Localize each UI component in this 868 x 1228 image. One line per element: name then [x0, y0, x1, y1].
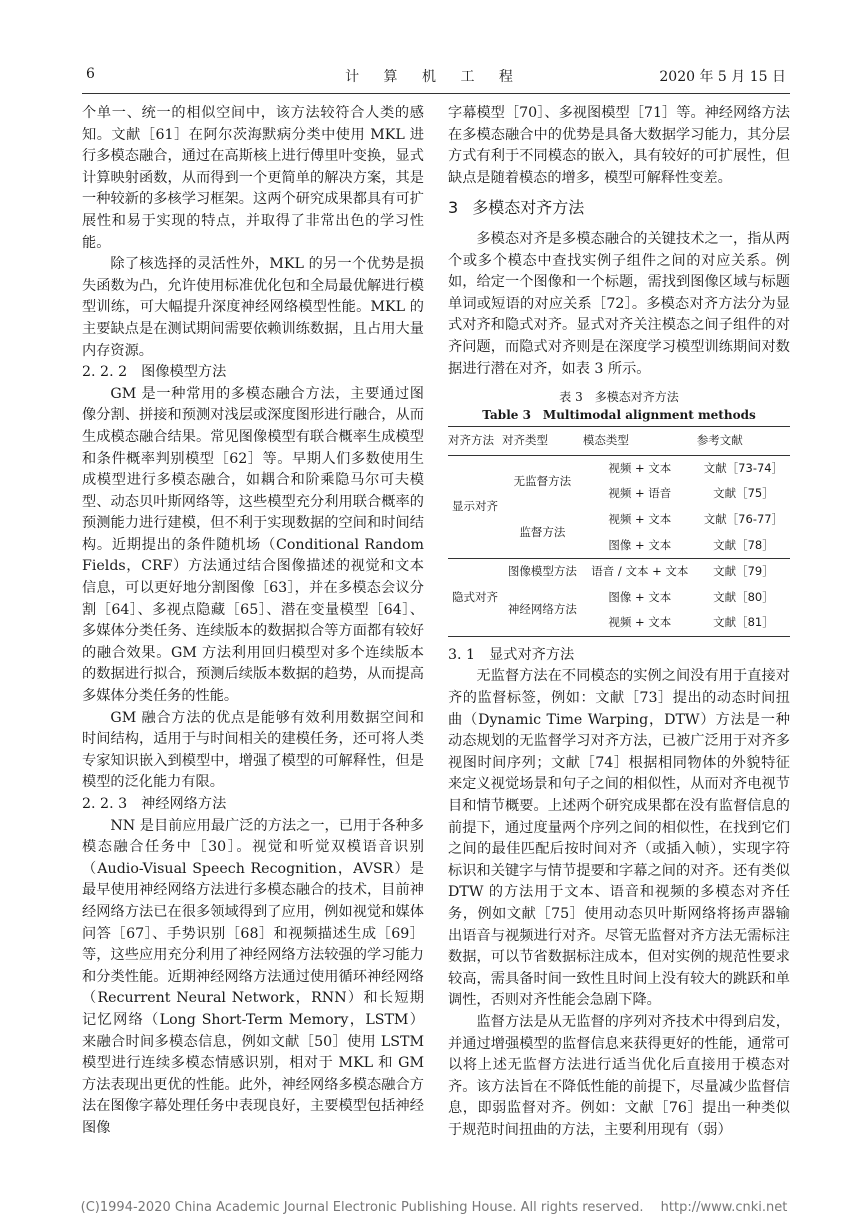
subsection-heading [82, 794, 424, 816]
right-column [448, 103, 790, 1142]
table-header: 参考文献 [697, 427, 790, 456]
table-cell: 视频 + 文本 [608, 460, 672, 475]
subsection-title: 神经网络方法 [141, 796, 227, 812]
section-heading [448, 197, 790, 219]
copyright-footer: (C)1994-2020 China Academic Journal Electronic Publishing House. All rights reserved. http://www.cnki.net [80, 1200, 788, 1215]
table-cell: 文献［79］ [713, 564, 774, 579]
subsection-heading [448, 645, 790, 667]
table-cell: 监督方法 [502, 507, 583, 559]
paragraph: 个单一、统一的相似空间中，该方法较符合人类的感知。文献［61］在阿尔茨海默病分类中使用 MKL 进行多模态融合，通过在高斯核上进行傅里叶变换，显式计算映射函数，从而得到一个更简单的解决方案，其是一种较新的多核学习框架。这两个研究成果都具有可扩展性和易于实现的特点，并取得了非常出色的学习性能。 [82, 105, 424, 251]
table-header: 对齐类型 [502, 427, 583, 456]
table-header: 对齐方法 [448, 427, 502, 456]
alignment-methods-table [448, 426, 790, 637]
table-header-row [448, 427, 790, 456]
table-cell: 文献［73-74］ [703, 460, 784, 475]
subsection-heading [82, 362, 424, 384]
subsection-title: 显式对齐方法 [489, 646, 575, 663]
paragraph: GM 融合方法的优点是能够有效利用数据空间和时间结构，适用于与时间相关的建模任务，还可将人类专家知识嵌入到模型中，增强了模型的可解释性，但是模型的泛化能力有限。 [82, 709, 424, 791]
subsection-number: 3. 1 [448, 646, 476, 663]
table-row [448, 559, 790, 585]
table-cell: 无监督方法 [513, 473, 572, 488]
section-number: 3 [448, 198, 459, 218]
table-cell: 视频 + 语音 [608, 486, 672, 501]
table-caption [448, 388, 790, 424]
table-cell: 神经网络方法 [502, 585, 583, 637]
table-cell: 文献［76-77］ [703, 511, 784, 526]
table-cell: 视频 + 文本 [583, 610, 697, 636]
table-cell: 文献［78］ [697, 533, 790, 559]
table-cell: 语音 / 文本 + 文本 [591, 564, 689, 579]
table-cell: 视频 + 文本 [608, 511, 672, 526]
paragraph: 字幕模型［70］、多视图模型［71］等。神经网络方法在多模态融合中的优势是具备大数据学习能力，其分层方式有利于不同模态的嵌入，具有较好的可扩展性，但缺点是随着模态的增多，模型可解释性变差。 [448, 105, 790, 186]
table-cell: 图像 + 文本 [583, 533, 697, 559]
subsection-number: 2. 2. 2 [82, 364, 128, 381]
table-cell: 显示对齐 [448, 455, 502, 558]
header-rule [82, 93, 790, 94]
table-cell: 图像模型方法 [507, 564, 577, 579]
table-cell: 文献［80］ [713, 589, 774, 604]
paragraph: 除了核选择的灵活性外，MKL 的另一个优势是损失函数为凸，允许使用标准优化包和全局最优解进行模型训练，可大幅提升深度神经网络模型性能。MKL 的主要缺点是在测试期间需要依赖训练数据，且占用大量内存资源。 [82, 256, 424, 359]
left-column [82, 103, 424, 1140]
paragraph: 多模态对齐是多模态融合的关键技术之一，指从两个或多个模态中查找实例子组件之间的对应关系。例如，给定一个图像和一个标题，需找到图像区域与标题单词或短语的对应关系［72］。多模态对齐方法分为显式对齐和隐式对齐。显式对齐关注模态之间子组件的对齐问题，而隐式对齐则是在深度学习模型训练期间对数据进行潜在对齐，如表 3 所示。 [448, 230, 790, 377]
table-cell: 隐式对齐 [448, 559, 502, 637]
table-cell: 文献［75］ [713, 486, 774, 501]
issue-date: 2020 年 5 月 15 日 [659, 69, 786, 85]
table-header: 模态类型 [583, 427, 697, 456]
subsection-title: 图像模型方法 [141, 364, 227, 381]
table-cell: 文献［81］ [697, 610, 790, 636]
subsection-number: 2. 2. 3 [82, 796, 128, 812]
table-cell: 图像 + 文本 [608, 589, 672, 604]
page-number: 6 [86, 66, 95, 82]
table-caption-en: Table 3 Multimodal alignment methods [482, 408, 756, 423]
paragraph: 无监督方法在不同模态的实例之间没有用于直接对齐的监督标签，例如：文献［73］提出的动态时间扭曲（Dynamic Time Warping，DTW）方法是一种动态规划的无监督学习对齐方法，已被广泛用于对齐多视图时间序列；文献［74］根据相同物体的外貌特征来定义视觉场景和句子之间的相似性，从而对齐电视节目和情节概要。上述两个研究成果都在没有监督信息的前提下，通过度量两个序列之间的相似性，在找到它们之间的最佳匹配后按时间对齐（或插入帧），实现字符标识和关键字与情节提要和字幕之间的对齐。还有类似 DTW 的方法用于文本、语音和视频的多模态对齐任务，例如文献［75］使用动态贝叶斯网络将扬声器输出语音与视频进行对齐。尽管无监督对齐方法无需标注数据，可以节省数据标注成本，但对实例的规范性要求较高，需具备时间一致性且时间上没有较大的跳跃和单调性，否则对齐性能会急剧下降。 [448, 668, 790, 1009]
paragraph: 监督方法是从无监督的序列对齐技术中得到启发，并通过增强模型的监督信息来获得更好的性能，通常可以将上述无监督方法进行适当优化后直接用于模态对齐。该方法旨在不降低性能的前提下，尽量减少监督信息，即弱监督对齐。例如：文献［76］提出一种类似于规范时间扭曲的方法，主要利用现有（弱） [448, 1013, 790, 1138]
journal-title: 计 算 机 工 程 [345, 69, 523, 85]
section-title: 多模态对齐方法 [472, 198, 585, 218]
table-caption-cn: 表 3 多模态对齐方法 [559, 390, 679, 405]
running-header [0, 66, 868, 88]
paragraph: NN 是目前应用最广泛的方法之一，已用于各种多模态融合任务中［30］。视觉和听觉双模语音识别（Audio-Visual Speech Recognition，AVSR）是最早使用神经网络方法进行多模态融合的技术，目前神经网络方法已在很多领域得到了应用，例如视觉和媒体问答［67］、手势识别［68］和视频描述生成［69］等，这些应用充分利用了神经网络方法较强的学习能力和分类性能。近期神经网络方法通过使用循环神经网络（Recurrent Neural Network，RNN）和长短期记忆网络（Long Short-Term Memory，LSTM）来融合时间多模态信息，例如文献［50］使用 LSTM 模型进行连续多模态情感识别，相对于 MKL 和 GM 方法表现出更优的性能。此外，神经网络多模态融合方法在图像字幕处理任务中表现良好，主要模型包括神经图像 [82, 817, 424, 1136]
table-row [448, 455, 790, 481]
paragraph: GM 是一种常用的多模态融合方法，主要通过图像分割、拼接和预测对浅层或深度图形进行融合，从而生成模态融合结果。常见图像模型有联合概率生成模型和条件概率判别模型［62］等。早期人们多数使用生成模型进行多模态融合，如耦合和阶乘隐马尔可夫模型、动态贝叶斯网络等，这些模型充分利用联合概率的预测能力进行建模，但不利于实现数据的空间和时间结构。近期提出的条件随机场（Conditional Random Fields，CRF）方法通过结合图像描述的视觉和文本信息，可以更好地分割图像［63］，并在多模态会议分割［64］、多视点隐藏［65］、潜在变量模型［64］、多媒体分类任务、连续版本的数据拟合等方面都有较好的融合效果。GM 方法利用回归模型对多个连续版本的数据进行拟合，预测后续版本数据的趋势，从而提高多媒体分类任务的性能。 [82, 385, 424, 705]
